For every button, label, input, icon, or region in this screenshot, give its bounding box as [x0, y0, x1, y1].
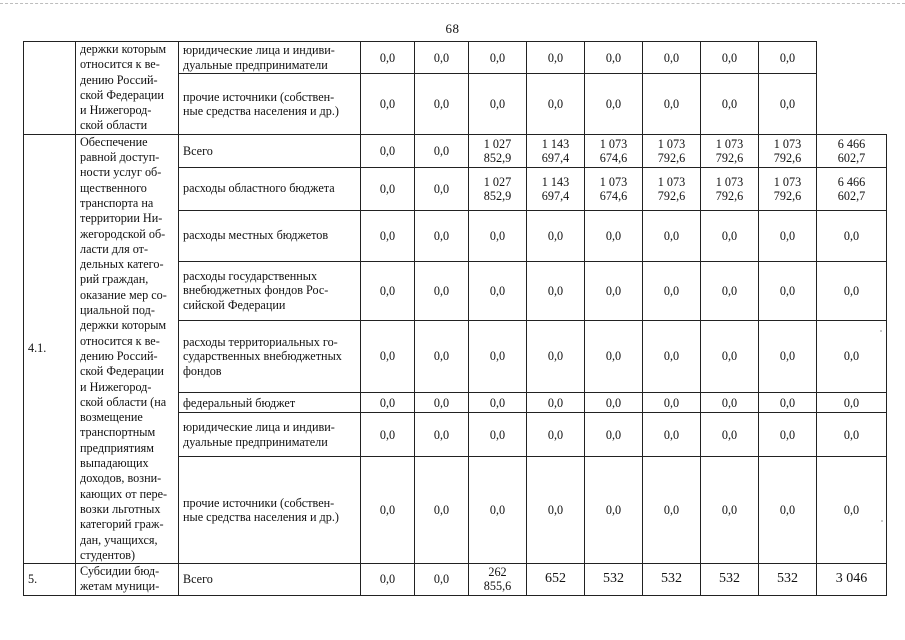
amount-value: 0,0	[605, 395, 622, 410]
amount-value: 0,0	[547, 50, 564, 65]
amount-cell	[527, 413, 585, 457]
funding-source-cell	[179, 167, 361, 210]
amount-value: 0,0	[379, 427, 396, 442]
amount-value: 0,0	[605, 50, 622, 65]
amount-cell	[585, 413, 643, 457]
amount-cell	[759, 167, 817, 210]
amount-value: 0,0	[663, 395, 680, 410]
amount-cell	[361, 42, 415, 74]
amount-value: 1 073 792,6	[715, 174, 744, 203]
amount-cell	[585, 134, 643, 167]
amount-value: 0,0	[489, 503, 506, 518]
amount-value: 0,0	[663, 97, 680, 112]
amount-cell	[585, 457, 643, 564]
scan-top-edge	[0, 3, 905, 4]
amount-value: 1 073 792,6	[773, 174, 802, 203]
funding-source-cell	[179, 564, 361, 596]
amount-value: 532	[661, 571, 682, 587]
amount-cell	[469, 457, 527, 564]
amount-cell	[643, 167, 701, 210]
amount-value: 0,0	[663, 50, 680, 65]
amount-cell	[817, 320, 887, 393]
funding-source-cell	[179, 320, 361, 393]
amount-value: 6 466 602,7	[837, 174, 866, 203]
amount-value: 0,0	[489, 427, 506, 442]
funding-source-cell	[179, 393, 361, 413]
amount-value: 0,0	[605, 283, 622, 298]
amount-value: 0,0	[489, 349, 506, 364]
funding-source-label: расходы областного бюджета	[183, 181, 335, 196]
amount-cell	[585, 393, 643, 413]
amount-cell	[701, 42, 759, 74]
amount-value: 0,0	[489, 97, 506, 112]
funding-source-cell	[179, 42, 361, 74]
amount-value: 0,0	[433, 97, 450, 112]
amount-value: 0,0	[547, 395, 564, 410]
funding-source-label: Всего	[183, 572, 213, 587]
amount-cell	[701, 261, 759, 320]
amount-cell	[527, 393, 585, 413]
amount-value: 0,0	[489, 50, 506, 65]
amount-cell	[643, 393, 701, 413]
amount-value: 0,0	[843, 503, 860, 518]
amount-cell	[361, 457, 415, 564]
amount-cell	[759, 413, 817, 457]
amount-value: 0,0	[779, 503, 796, 518]
funding-source-cell	[179, 74, 361, 134]
amount-value: 0,0	[433, 349, 450, 364]
amount-value: 1 073 792,6	[657, 174, 686, 203]
budget-table	[23, 41, 887, 596]
amount-cell	[527, 210, 585, 261]
amount-cell	[817, 393, 887, 413]
amount-cell	[415, 210, 469, 261]
amount-cell	[701, 393, 759, 413]
amount-value: 0,0	[605, 427, 622, 442]
amount-cell	[759, 261, 817, 320]
amount-value: 0,0	[779, 349, 796, 364]
table-body	[24, 42, 887, 596]
amount-value: 0,0	[779, 427, 796, 442]
amount-value: 0,0	[779, 283, 796, 298]
table-row	[24, 42, 887, 74]
amount-value: 0,0	[721, 50, 738, 65]
amount-value: 0,0	[843, 427, 860, 442]
amount-value: 0,0	[433, 427, 450, 442]
funding-source-cell	[179, 413, 361, 457]
funding-source-label: юридические лица и индиви- дуальные предприниматели	[183, 420, 335, 449]
amount-value: 0,0	[433, 143, 450, 158]
amount-value: 0,0	[433, 395, 450, 410]
item-description-cell	[76, 564, 179, 596]
amount-cell	[759, 564, 817, 596]
scan-speck	[880, 330, 882, 332]
amount-value: 0,0	[605, 97, 622, 112]
amount-cell	[701, 564, 759, 596]
amount-cell	[759, 210, 817, 261]
amount-value: 1 143 697,4	[541, 136, 570, 165]
amount-cell	[817, 210, 887, 261]
amount-cell	[701, 167, 759, 210]
funding-source-label: расходы государственных внебюджетных фондов Рос- сийской Федерации	[183, 268, 329, 312]
amount-value: 1 073 792,6	[715, 136, 744, 165]
amount-value: 0,0	[547, 349, 564, 364]
funding-source-label: прочие источники (собствен- ные средства населения и др.)	[183, 495, 339, 525]
amount-value: 0,0	[433, 572, 450, 587]
item-description-text: Субсидии бюд- жетам муници-	[80, 564, 160, 594]
amount-cell	[643, 74, 701, 134]
amount-cell	[817, 134, 887, 167]
amount-value: 532	[719, 571, 740, 587]
amount-cell	[759, 457, 817, 564]
amount-value: 0,0	[721, 427, 738, 442]
amount-cell	[643, 261, 701, 320]
amount-cell	[701, 210, 759, 261]
amount-value: 532	[777, 571, 798, 587]
amount-value: 0,0	[605, 228, 622, 243]
amount-cell	[415, 74, 469, 134]
amount-value: 1 143 697,4	[541, 174, 570, 203]
amount-cell	[415, 261, 469, 320]
amount-value: 0,0	[721, 228, 738, 243]
amount-cell	[527, 74, 585, 134]
amount-value: 1 073 792,6	[773, 136, 802, 165]
amount-cell	[643, 42, 701, 74]
amount-value: 0,0	[721, 395, 738, 410]
amount-cell	[643, 134, 701, 167]
amount-value: 6 466 602,7	[837, 136, 866, 165]
amount-cell	[469, 74, 527, 134]
amount-cell	[361, 74, 415, 134]
amount-value: 0,0	[663, 283, 680, 298]
amount-cell	[817, 457, 887, 564]
amount-value: 0,0	[779, 228, 796, 243]
amount-value: 1 027 852,9	[483, 136, 512, 165]
amount-cell	[527, 167, 585, 210]
amount-cell	[415, 42, 469, 74]
amount-cell	[415, 134, 469, 167]
amount-cell	[643, 457, 701, 564]
amount-value: 0,0	[605, 503, 622, 518]
amount-value: 0,0	[379, 572, 396, 587]
amount-cell	[759, 42, 817, 74]
amount-value: 1 027 852,9	[483, 174, 512, 203]
amount-cell	[701, 134, 759, 167]
amount-cell	[643, 210, 701, 261]
amount-cell	[469, 413, 527, 457]
amount-value: 0,0	[843, 228, 860, 243]
amount-value: 1 073 674,6	[599, 174, 628, 203]
amount-cell	[817, 564, 887, 596]
amount-cell	[469, 167, 527, 210]
amount-value: 0,0	[547, 427, 564, 442]
funding-source-cell	[179, 261, 361, 320]
amount-value: 0,0	[843, 349, 860, 364]
amount-cell	[701, 413, 759, 457]
funding-source-label: федеральный бюджет	[183, 395, 296, 410]
funding-source-cell	[179, 457, 361, 564]
funding-source-label: расходы местных бюджетов	[183, 228, 329, 243]
amount-value: 0,0	[605, 349, 622, 364]
amount-cell	[361, 393, 415, 413]
amount-cell	[361, 134, 415, 167]
item-number-cell	[24, 42, 76, 135]
amount-cell	[415, 393, 469, 413]
amount-value: 0,0	[843, 395, 860, 410]
amount-cell	[643, 564, 701, 596]
amount-value: 0,0	[379, 143, 396, 158]
amount-value: 0,0	[663, 349, 680, 364]
amount-cell	[527, 564, 585, 596]
amount-value: 262 855,6	[483, 565, 512, 594]
amount-value: 0,0	[779, 97, 796, 112]
amount-value: 0,0	[433, 228, 450, 243]
amount-value: 0,0	[663, 228, 680, 243]
funding-source-label: юридические лица и индиви- дуальные предприниматели	[183, 43, 335, 72]
amount-cell	[701, 320, 759, 393]
amount-value: 0,0	[379, 97, 396, 112]
scan-speck	[881, 520, 883, 522]
funding-source-cell	[179, 134, 361, 167]
amount-value: 0,0	[547, 503, 564, 518]
amount-cell	[527, 134, 585, 167]
amount-cell	[361, 320, 415, 393]
amount-cell	[701, 74, 759, 134]
amount-value: 0,0	[379, 395, 396, 410]
amount-value: 0,0	[547, 283, 564, 298]
amount-value: 0,0	[379, 50, 396, 65]
amount-cell	[585, 167, 643, 210]
amount-value: 0,0	[433, 503, 450, 518]
table-row	[24, 134, 887, 167]
amount-cell	[469, 320, 527, 393]
amount-value: 0,0	[843, 283, 860, 298]
amount-cell	[759, 393, 817, 413]
amount-value: 0,0	[379, 349, 396, 364]
item-description-text: держки которым относится к ве- дению Россий- ской Федерации и Нижегород- ской области	[80, 42, 167, 133]
amount-value: 0,0	[663, 503, 680, 518]
amount-cell	[527, 457, 585, 564]
amount-value: 0,0	[489, 395, 506, 410]
amount-cell	[817, 167, 887, 210]
amount-value: 0,0	[663, 427, 680, 442]
amount-value: 0,0	[379, 228, 396, 243]
amount-cell	[361, 167, 415, 210]
amount-cell	[759, 320, 817, 393]
amount-cell	[817, 413, 887, 457]
amount-value: 0,0	[547, 228, 564, 243]
amount-cell	[469, 42, 527, 74]
amount-cell	[585, 261, 643, 320]
amount-value: 532	[603, 571, 624, 587]
page-number: 68	[445, 21, 460, 36]
amount-value: 0,0	[489, 228, 506, 243]
table-row	[24, 564, 887, 596]
amount-cell	[361, 564, 415, 596]
amount-cell	[361, 210, 415, 261]
amount-value: 0,0	[489, 283, 506, 298]
amount-value: 0,0	[721, 97, 738, 112]
amount-value: 3 046	[835, 571, 868, 587]
amount-value: 0,0	[379, 181, 396, 196]
amount-value: 1 073 792,6	[657, 136, 686, 165]
item-number-cell: 5.	[24, 564, 76, 596]
amount-value: 0,0	[379, 503, 396, 518]
amount-value: 0,0	[433, 181, 450, 196]
amount-cell	[527, 320, 585, 393]
amount-cell	[585, 42, 643, 74]
amount-cell	[415, 564, 469, 596]
item-description-cell	[76, 134, 179, 563]
amount-cell	[643, 320, 701, 393]
item-description-text: Обеспечение равной доступ- ности услуг об- щественного транспорта на территории Ни- жегородской об- ласти для от- дельных катего- рий граждан, оказание мер со- циальной под- держки которым относится к ве- дению Россий- ской Федерации и Нижегород- ской области (на возмещение транспортным предприятиям выпадающих доходов, возни- кающих от пере- возки льготных категорий граж- дан, учащихся, студентов)	[80, 134, 168, 562]
funding-source-label: Всего	[183, 143, 213, 158]
amount-cell	[361, 261, 415, 320]
amount-cell	[585, 564, 643, 596]
amount-cell	[643, 413, 701, 457]
amount-cell	[469, 564, 527, 596]
funding-source-label: расходы территориальных го- сударственных внебюджетных фондов	[183, 334, 342, 378]
amount-value: 0,0	[433, 50, 450, 65]
amount-cell	[469, 210, 527, 261]
amount-value: 0,0	[721, 503, 738, 518]
amount-cell	[469, 261, 527, 320]
funding-source-cell	[179, 210, 361, 261]
amount-cell	[415, 413, 469, 457]
funding-source-label: прочие источники (собствен- ные средства населения и др.)	[183, 89, 339, 119]
amount-cell	[361, 413, 415, 457]
amount-cell	[585, 74, 643, 134]
amount-value: 0,0	[547, 97, 564, 112]
amount-value: 0,0	[779, 50, 796, 65]
item-description-cell	[76, 42, 179, 135]
amount-value: 0,0	[779, 395, 796, 410]
amount-cell	[527, 42, 585, 74]
amount-cell	[701, 457, 759, 564]
amount-cell	[415, 457, 469, 564]
amount-value: 1 073 674,6	[599, 136, 628, 165]
item-number-cell: 4.1.	[24, 134, 76, 563]
amount-cell	[759, 74, 817, 134]
amount-cell	[527, 261, 585, 320]
amount-value: 0,0	[379, 283, 396, 298]
amount-value: 652	[545, 571, 566, 587]
amount-value: 0,0	[433, 283, 450, 298]
amount-cell	[415, 320, 469, 393]
amount-cell	[759, 134, 817, 167]
amount-cell	[585, 210, 643, 261]
amount-cell	[469, 134, 527, 167]
amount-value: 0,0	[721, 283, 738, 298]
amount-cell	[469, 393, 527, 413]
amount-cell	[585, 320, 643, 393]
amount-cell	[415, 167, 469, 210]
amount-value: 0,0	[721, 349, 738, 364]
amount-cell	[817, 261, 887, 320]
